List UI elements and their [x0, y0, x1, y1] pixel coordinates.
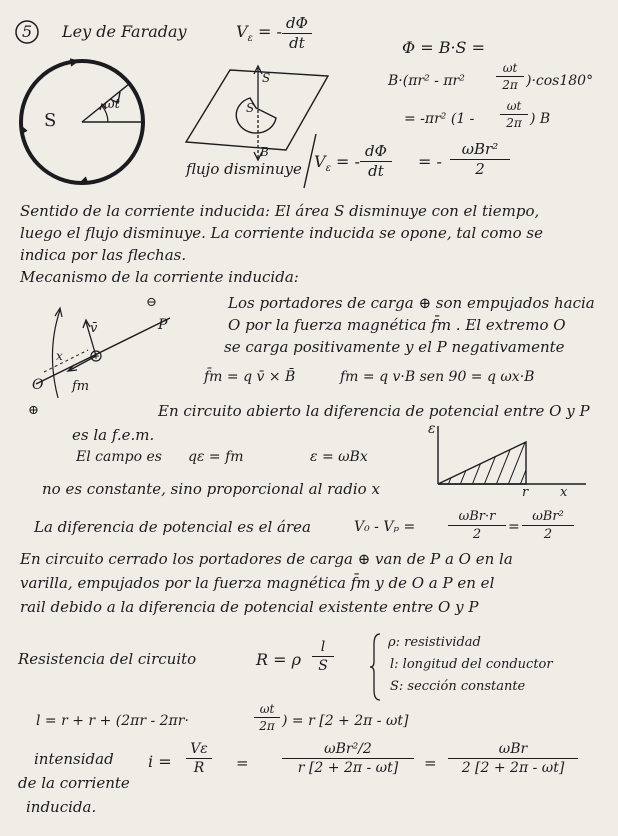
cerrado-line-3: rail debido a la diferencia de potencial existente entre O y P	[20, 598, 479, 616]
flux-line-3-fraction: ωt 2π	[500, 100, 528, 129]
force-equation-1: f̄m = q v̄ × B̄	[204, 369, 296, 385]
cerrado-line-1: En circuito cerrado los portadores de carga ⊕ van de P a O en la	[20, 550, 513, 568]
rod-label-fm: fm	[72, 379, 90, 394]
page-title: Ley de Faraday	[62, 22, 187, 41]
current-label-2: de la corriente	[18, 774, 130, 792]
portadores-line-2: O por la fuerza magnética f̄m . El extremo O	[228, 316, 566, 334]
current-lhs: i =	[148, 752, 172, 771]
def-l: l: longitud del conductor	[390, 657, 553, 672]
emf-result-lhs: $V_\varepsilon$ = -	[314, 152, 360, 175]
rod-charge-minus: ⊖	[146, 295, 157, 310]
mecanismo-heading: Mecanismo de la corriente inducida:	[20, 268, 299, 286]
campo-label: El campo es	[76, 449, 162, 465]
plane-area-label: S	[246, 101, 255, 115]
emf-fraction: dΦ dt	[282, 16, 312, 51]
current-fraction-1: Vε R	[186, 742, 212, 775]
potential-fraction-2: ωBr² 2	[522, 510, 574, 541]
plane-caption: flujo disminuye	[186, 160, 302, 178]
flux-line-3a: = -πr² (1 -	[404, 111, 475, 127]
force-equation-2: fm = q v·B sen 90 = q ωx·B	[340, 369, 535, 385]
flux-line-2-fraction: ωt 2π	[496, 62, 524, 91]
potential-lhs: V₀ - Vₚ =	[354, 519, 416, 535]
graph-x-label: x	[560, 485, 568, 500]
emf-result-eq2: = -	[418, 152, 442, 171]
rod-label-o: O	[32, 377, 44, 393]
flux-line-1: Φ = B·S =	[402, 38, 485, 57]
def-rho: ρ: resistividad	[388, 635, 481, 650]
rod-force-diagram	[24, 290, 184, 420]
flux-line-2a: B·(πr² - πr²	[388, 73, 465, 89]
circle-area-label: S	[44, 110, 57, 131]
current-label-1: intensidad	[34, 750, 114, 768]
graph-y-label: ε	[428, 421, 436, 437]
def-s: S: sección constante	[390, 679, 526, 694]
length-rhs: ) = r [2 + 2π - ωt]	[282, 713, 409, 729]
current-fraction-2: ωBr²/2 r [2 + 2π - ωt]	[282, 742, 414, 775]
length-lhs: l = r + r + (2πr - 2πr·	[36, 713, 189, 729]
plane-vector-b: B	[260, 145, 269, 159]
rotating-rod-circle-diagram	[16, 56, 166, 206]
circle-angle-label: ωt	[104, 97, 120, 112]
fem-label: es la f.e.m.	[72, 426, 155, 444]
portadores-line-1: Los portadores de carga ⊕ son empujados hacia	[228, 294, 595, 312]
portadores-line-3: se carga positivamente y el P negativamente	[224, 338, 565, 356]
sentido-line-2: luego el flujo disminuye. La corriente inducida se opone, tal como se	[20, 224, 543, 242]
rod-label-p: P	[158, 317, 168, 333]
potential-fraction-1: ωBr·r 2	[448, 510, 506, 541]
current-fraction-3: ωBr 2 [2 + 2π - ωt]	[448, 742, 578, 775]
potential-eq: =	[508, 519, 520, 535]
circuito-abierto: En circuito abierto la diferencia de potencial entre O y P	[158, 402, 590, 420]
diferencia-potencial: La diferencia de potencial es el área	[34, 518, 311, 536]
emf-lhs: $V_\varepsilon$ = -	[236, 22, 282, 45]
plane-vector-s: S	[262, 71, 271, 85]
resistencia-label: Resistencia del circuito	[18, 650, 197, 668]
sentido-line-1: Sentido de la corriente inducida: El área S disminuye con el tiempo,	[20, 202, 540, 220]
rod-label-x: x	[56, 349, 63, 363]
emf-result-fraction-1: dΦ dt	[360, 144, 392, 179]
problem-number: 5	[22, 22, 33, 41]
current-eq1: =	[236, 754, 249, 772]
flux-line-2b: )·cos180°	[526, 73, 594, 89]
emf-vs-x-graph	[426, 420, 596, 496]
emf-result-fraction-2: ωBr² 2	[450, 142, 510, 177]
current-eq2: =	[424, 754, 437, 772]
resistance-fraction: l S	[312, 640, 334, 673]
graph-x-tick: r	[522, 485, 529, 500]
no-constante: no es constante, sino proporcional al radio x	[42, 480, 380, 498]
cerrado-line-2: varilla, empujados por la fuerza magnética f̄m y de O a P en el	[20, 574, 495, 592]
current-label-3: inducida.	[26, 798, 97, 816]
resistance-lhs: R = ρ	[256, 650, 302, 669]
definition-brace	[368, 632, 388, 702]
sentido-line-3: indica por las flechas.	[20, 246, 187, 264]
campo-equation-2: ε = ωBx	[310, 449, 368, 465]
length-fraction: ωt 2π	[254, 703, 280, 732]
campo-equation-1: qε = fm	[188, 449, 244, 465]
rod-label-v: v̄	[90, 321, 98, 336]
flux-line-3b: ) B	[530, 111, 551, 127]
rod-charge-plus: ⊕	[28, 403, 39, 418]
